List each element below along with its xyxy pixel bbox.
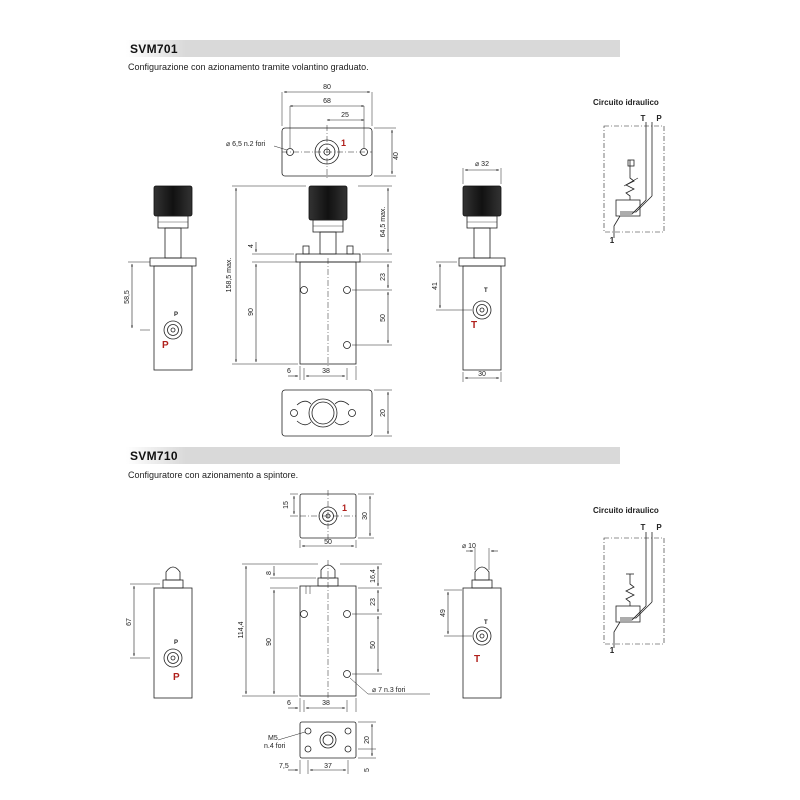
circuit-title-1: Circuito idraulico (593, 98, 659, 107)
svm710-hydraulic-circuit (604, 532, 664, 648)
dim-41: 41 (432, 282, 439, 290)
section-title-svm701: SVM701 (130, 42, 178, 56)
dim-90: 90 (248, 308, 255, 316)
dim-4: 4 (248, 244, 255, 248)
svm701-hydraulic-circuit (604, 122, 664, 238)
dim2-50: 50 (324, 539, 332, 546)
dim-38: 38 (322, 368, 330, 375)
circuit-port-p-2: P (656, 523, 662, 532)
svm701-top-view (274, 92, 396, 180)
dim-30: 30 (478, 371, 486, 378)
dim-64: 64,5 max. (380, 206, 387, 238)
circuit-port-1-1: 1 (609, 236, 615, 245)
port-1-top: 1 (341, 138, 347, 148)
section-description-svm710: Configuratore con azionamento a spintore. (128, 470, 299, 480)
port2-1-top: 1 (342, 503, 348, 513)
dim2-37: 37 (324, 763, 332, 770)
dim-6: 6 (287, 368, 291, 375)
dim2-6: 6 (287, 700, 291, 707)
holes7-label: ⌀ 7 n.3 fori (372, 687, 406, 694)
port-t: T (471, 320, 478, 331)
dim2-8: 8 (266, 571, 273, 575)
dim2-15: 15 (283, 501, 290, 509)
dim2-30: 30 (362, 512, 369, 520)
port-p-small: P (174, 312, 179, 318)
dim-158: 158,5 max. (226, 257, 233, 293)
circuit-port-t-1: T (640, 114, 646, 123)
dim2-5: 5 (364, 768, 371, 772)
section-description-svm701: Configurazione con azionamento tramite volantino graduato. (128, 62, 369, 72)
dim2-90: 90 (266, 638, 273, 646)
dim-40: 40 (393, 152, 400, 160)
dim2-50v: 50 (370, 641, 377, 649)
dim-68: 68 (323, 98, 331, 105)
section-title-svm710: SVM710 (130, 449, 178, 463)
svm701-front-view (232, 186, 392, 380)
dim-20: 20 (380, 409, 387, 417)
dim2-m5: M5 (268, 735, 278, 742)
dim-80: 80 (323, 84, 331, 91)
dim-23: 23 (380, 273, 387, 281)
dim2-38: 38 (322, 700, 330, 707)
circuit-port-1-2: 1 (609, 646, 615, 655)
dim-d32: ⌀ 32 (475, 161, 489, 168)
circuit-port-p-1: P (656, 114, 662, 123)
port-p: P (162, 340, 169, 351)
dim2-20: 20 (364, 736, 371, 744)
dim2-16: 16,4 (370, 569, 377, 583)
dim-58: 58,5 (124, 290, 131, 304)
dim-50: 50 (380, 314, 387, 322)
holes-label: ⌀ 6,5 n.2 fori (226, 141, 266, 148)
port2-p: P (173, 672, 180, 683)
port-t-small: T (484, 288, 488, 294)
dim2-m5-holes: n.4 fori (264, 743, 286, 750)
dim2-7-5: 7,5 (279, 763, 289, 770)
circuit-title-2: Circuito idraulico (593, 506, 659, 515)
svm710-left-view (130, 567, 192, 698)
port2-t-small: T (484, 620, 488, 626)
dim2-67: 67 (126, 618, 133, 626)
port2-p-small: P (174, 640, 179, 646)
svm701-bottom-view (282, 390, 392, 436)
dim2-49: 49 (440, 609, 447, 617)
dim2-23: 23 (370, 598, 377, 606)
port2-t: T (474, 654, 481, 665)
dim-25: 25 (341, 112, 349, 119)
dim2-d10: ⌀ 10 (462, 543, 476, 550)
dim2-114: 114,4 (238, 621, 245, 639)
circuit-port-t-2: T (640, 523, 646, 532)
svm710-right-view (444, 548, 501, 698)
svm701-right-view (436, 168, 505, 382)
